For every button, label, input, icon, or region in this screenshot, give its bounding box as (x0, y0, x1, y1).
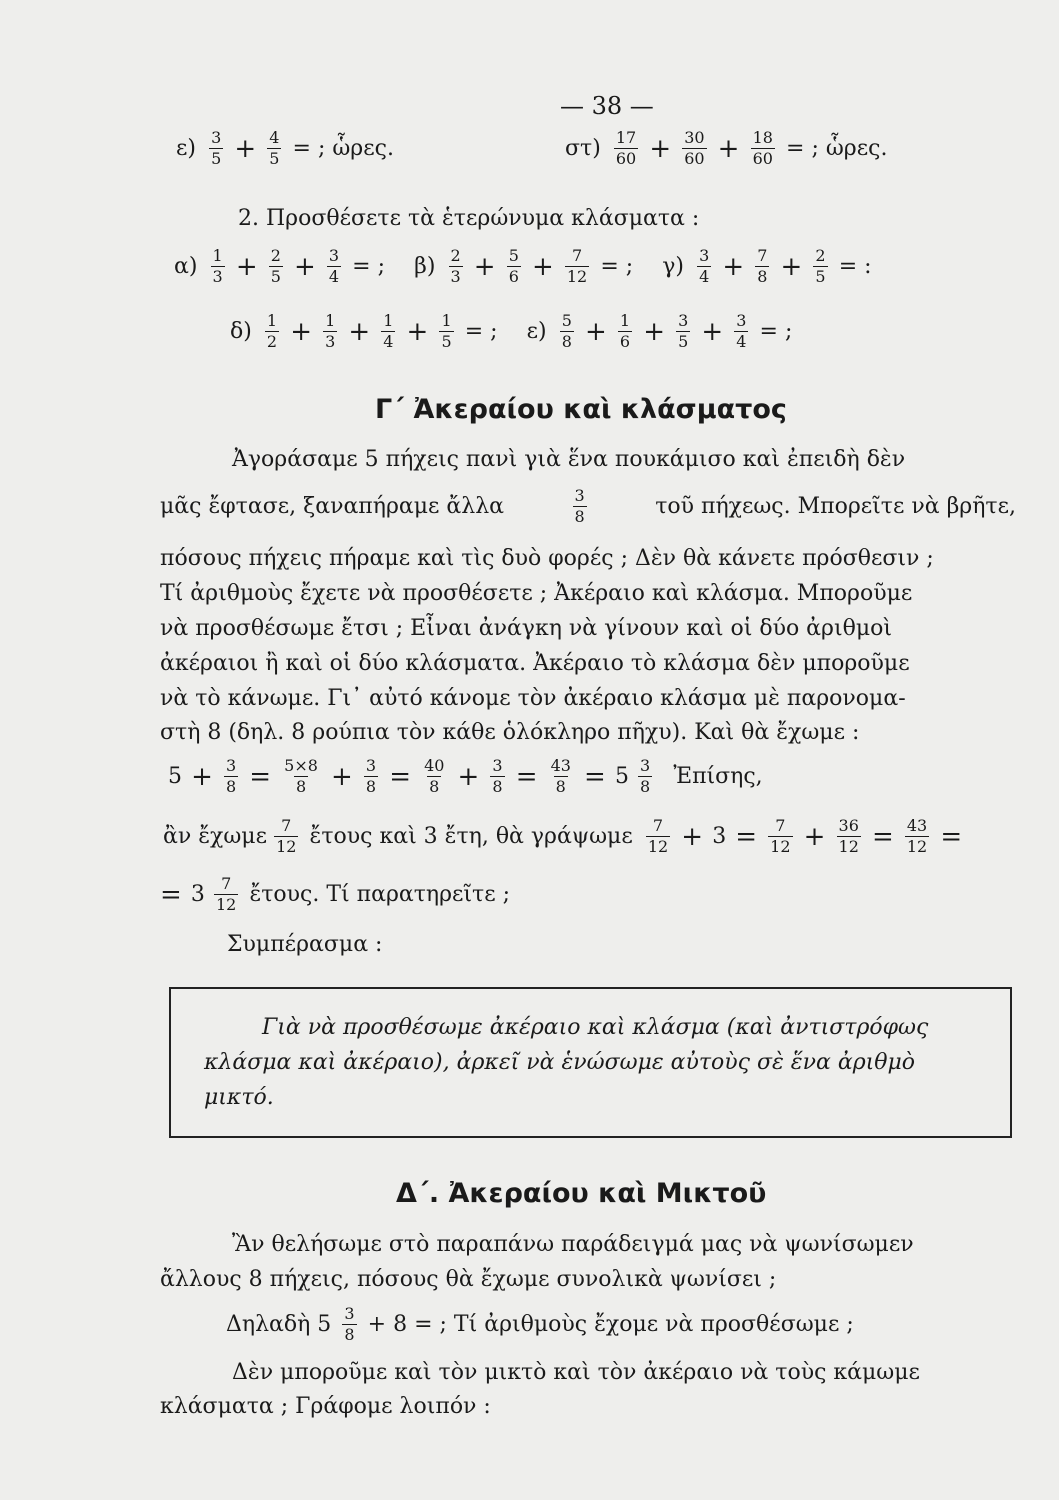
fraction: $\frac{7}{12}$ (566, 246, 588, 286)
plus-sign: + (191, 761, 213, 792)
plus-sign: + (457, 761, 480, 792)
rule-line: κλάσμα καὶ ἀκέραιο), ἀρκεῖ νὰ ἑνώσωμε αὐτοὺς σὲ ἕνα ἀριθμὸ (204, 1050, 916, 1075)
fraction: $\frac{3}{8}$ (640, 756, 651, 796)
plus-sign: + (235, 251, 258, 282)
exercise-label: α) (174, 254, 198, 279)
page-number: — 38 — (560, 92, 654, 120)
paragraph-line: κλάσματα ; Γράφομε λοιπόν : (160, 1394, 491, 1419)
paragraph-line: Ἂν θελήσωμε στὸ παραπάνω παράδειγμά μας νὰ ψωνίσωμεν (232, 1232, 914, 1257)
fraction: $\frac{7}{12}$ (276, 816, 297, 856)
fraction: $\frac{1}{2}$ (266, 311, 278, 351)
fraction: $\frac{3}{8}$ (365, 756, 377, 796)
plus-sign: + (780, 251, 803, 282)
paragraph-line: νὰ προσθέσωμε ἔτσι ; Εἶναι ἀνάγκη νὰ γίνουν καὶ οἱ δύο ἀριθμοὶ (160, 616, 893, 641)
fraction: $\frac{7}{12}$ (770, 816, 791, 856)
fraction: $\frac{2}{5}$ (815, 246, 826, 286)
fraction: $\frac{1}{3}$ (212, 246, 223, 286)
exercise-tail: = ; (352, 254, 386, 279)
exercise-tail: = : (838, 254, 872, 279)
fraction: $\frac{3}{8}$ (225, 756, 237, 796)
exercise-label: β) (414, 254, 436, 279)
fraction: $\frac{36}{12}$ (838, 816, 859, 856)
exercise-tail: = ; ὧρες. (786, 136, 888, 161)
exercise-row-de (230, 313, 792, 350)
plus-sign: + (701, 316, 724, 347)
fraction: $\frac{2}{3}$ (450, 246, 461, 286)
fraction: $\frac{7}{8}$ (757, 246, 768, 286)
equation-2: ἂν ἔχωμε $\frac{7}{12}$ ἔτους καὶ 3 ἔτη, θὰ γράψωμε $\frac{7}{12}$ + 3 = $\frac{7}{12}$ + $\frac{36}{12}$ = $\frac{43}{12}$ = (163, 816, 963, 856)
fraction: $\frac{40}{8}$ (424, 756, 445, 796)
plus-sign: + (331, 761, 353, 792)
plus-sign: + (406, 316, 429, 347)
paragraph-line: πόσους πήχεις πήραμε καὶ τὶς δυὸ φορές ; Δὲν θὰ κάνετε πρόσθεσιν ; (160, 546, 934, 571)
fraction: $\frac{3}{4}$ (328, 246, 340, 286)
fraction: $\frac{7}{12}$ (215, 874, 237, 914)
exercise-tail: = ; ὧρες. (292, 136, 394, 161)
plus-sign: + (585, 316, 607, 347)
exercise-label: γ) (662, 254, 684, 279)
paragraph-line: μᾶς ἔφτασε, ξαναπήραμε ἄλλα 3 8 τοῦ πήχεως. Μπορεῖτε νὰ βρῆτε, (160, 486, 1016, 526)
section-2-title: 2. Προσθέσετε τὰ ἑτερώνυμα κλάσματα : (238, 206, 700, 231)
equals-sign: = (160, 879, 182, 910)
plus-sign: + (803, 821, 826, 852)
equals-sign: = (515, 761, 538, 792)
equals-sign: = (735, 821, 758, 852)
fraction: $\frac{43}{12}$ (906, 816, 928, 856)
fraction: $\frac{4}{5}$ (269, 128, 280, 168)
fraction: $\frac{5}{8}$ (561, 311, 572, 351)
fraction: $\frac{1}{6}$ (619, 311, 631, 351)
exercise-tail: = ; (464, 319, 498, 344)
paragraph-line: Ἀγοράσαμε 5 πήχεις πανὶ γιὰ ἕνα πουκάμισο καὶ ἐπειδὴ δὲν (232, 447, 906, 472)
exercise-label: δ) (230, 319, 252, 344)
fraction: $\frac{3}{8}$ (344, 1304, 355, 1344)
equals-sign: = (940, 821, 963, 852)
fraction: $\frac{1}{4}$ (383, 311, 394, 351)
plus-sign: + (681, 821, 704, 852)
plus-sign: + (722, 251, 745, 282)
exercise-e-top (176, 130, 394, 167)
paragraph-line: ἀκέραιοι ἢ καὶ οἱ δύο κλάσματα. Ἀκέραιο τὸ κλάσμα δὲν μποροῦμε (160, 651, 910, 676)
fraction: $\frac{5}{6}$ (508, 246, 519, 286)
paragraph-line: Τί ἀριθμοὺς ἔχετε νὰ προσθέσετε ; Ἀκέραιο καὶ κλάσμα. Μποροῦμε (160, 581, 913, 606)
equals-sign: = (249, 761, 272, 792)
fraction: $\frac{3}{4}$ (736, 311, 747, 351)
equals-sign: = (584, 761, 606, 792)
section-heading-d: Δ΄. Ἀκεραίου καὶ Μικτοῦ (396, 1178, 767, 1209)
plus-sign: + (643, 316, 665, 347)
fraction: $\frac{43}{8}$ (550, 756, 571, 796)
plus-sign: + (473, 251, 496, 282)
rule-line: Γιὰ νὰ προσθέσωμε ἀκέραιο καὶ κλάσμα (καὶ ἀντιστρόφως (262, 1015, 929, 1040)
exercise-label: στ) (565, 136, 601, 161)
fraction: $\frac{17}{60}$ (615, 128, 637, 168)
plus-sign: + (649, 133, 672, 164)
fraction: $\frac{1}{3}$ (325, 311, 336, 351)
paragraph-line: νὰ τὸ κάνωμε. Γι᾽ αὐτό κάνομε τὸν ἀκέραιο κλάσμα μὲ παρονομα- (160, 686, 906, 711)
fraction: $\frac{5\times 8}{8}$ (284, 756, 318, 796)
fraction: $\frac{30}{60}$ (684, 128, 705, 168)
plus-sign: + (290, 316, 312, 347)
plus-sign: + (294, 251, 316, 282)
fraction: $\frac{7}{12}$ (647, 816, 669, 856)
equals-sign: = (871, 821, 894, 852)
paragraph-line: στὴ 8 (δηλ. 8 ρούπια τὸν κάθε ὁλόκληρο πῆχυ). Καὶ θὰ ἔχωμε : (160, 720, 860, 745)
equation-1: 5 + $\frac{3}{8}$ = $\frac{5\times 8}{8}$ + $\frac{3}{8}$ = $\frac{40}{8}$ + $\frac{3}{8}$ = $\frac{43}{8}$ = 5 $\frac{3}{8}$ Ἐπίσης, (168, 756, 763, 796)
fraction: $\frac{3}{5}$ (211, 128, 222, 168)
exercise-row-abg (174, 248, 872, 285)
fraction: $\frac{2}{5}$ (270, 246, 281, 286)
conclusion-label: Συμπέρασμα : (227, 932, 383, 957)
fraction: $\frac{18}{60}$ (752, 128, 773, 168)
plus-sign: + (234, 133, 257, 164)
exercise-st-top (565, 130, 887, 167)
fraction: $\frac{1}{5}$ (441, 311, 452, 351)
rule-line: μικτό. (204, 1085, 274, 1110)
exercise-tail: = ; (759, 319, 793, 344)
equation-3: = 3 $\frac{7}{12}$ ἔτους. Τί παρατηρεῖτε ; (160, 874, 511, 914)
fraction: $\frac{3}{8}$ (492, 756, 503, 796)
section-heading-g: Γ΄ Ἀκεραίου καὶ κλάσματος (375, 394, 787, 425)
plus-sign: + (531, 251, 554, 282)
paragraph-line: ἄλλους 8 πήχεις, πόσους θὰ ἔχωμε συνολικὰ ψωνίσει ; (160, 1267, 777, 1292)
exercise-tail: = ; (600, 254, 634, 279)
plus-sign: + (717, 133, 740, 164)
paragraph-line: Δὲν μποροῦμε καὶ τὸν μικτὸ καὶ τὸν ἀκέραιο νὰ τοὺς κάμωμε (232, 1360, 920, 1385)
fraction: 3 8 (574, 486, 585, 526)
fraction: $\frac{3}{5}$ (678, 311, 689, 351)
exercise-label: ε) (526, 319, 547, 344)
paragraph-line: Δηλαδὴ 5 $\frac{3}{8}$ + 8 = ; Τί ἀριθμοὺς ἔχομε νὰ προσθέσωμε ; (226, 1304, 854, 1344)
plus-sign: + (348, 316, 371, 347)
fraction: $\frac{3}{4}$ (699, 246, 710, 286)
equals-sign: = (389, 761, 411, 792)
exercise-label: ε) (176, 136, 196, 161)
